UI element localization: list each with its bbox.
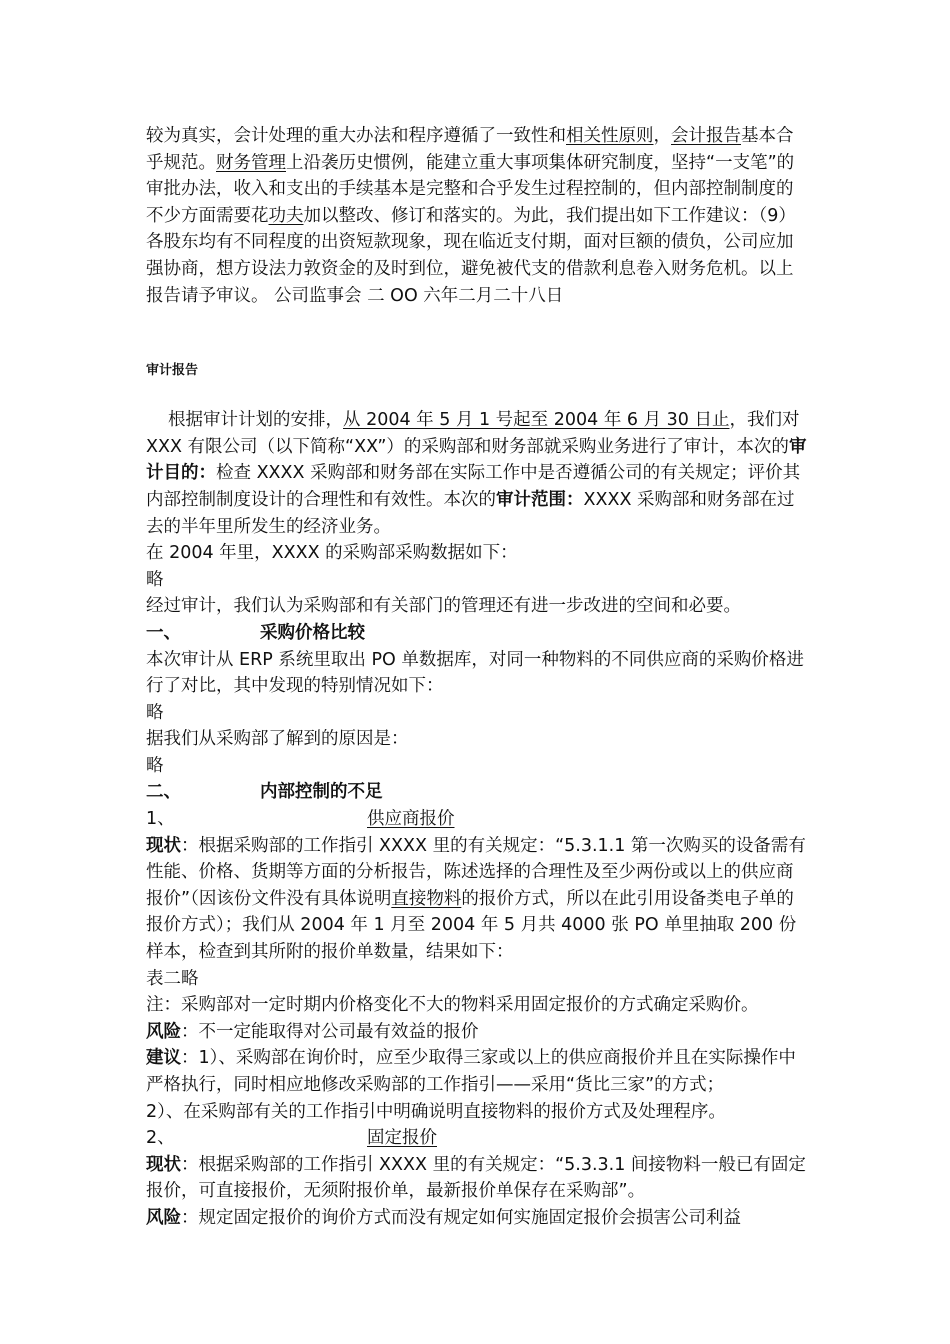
omitted-text: 略 xyxy=(146,569,164,590)
document-page xyxy=(146,123,810,1232)
report-title: 审计报告 xyxy=(146,363,199,379)
para-text: 根据审计计划的安排， xyxy=(168,410,343,431)
risk-label: 风险 xyxy=(146,1021,181,1042)
omitted-text: 略 xyxy=(146,702,164,723)
section1-text: 本次审计从 ERP 系统里取出 PO 单数据库，对同一种物料的不同供应商的采购价格进行了对比，其中发现的特别情况如下： xyxy=(146,649,804,697)
reason-line: 据我们从采购部了解到的原因是： xyxy=(146,729,409,750)
section-heading-2 xyxy=(146,779,810,806)
subsection-heading-2 xyxy=(146,1125,810,1152)
section-number: 二、 xyxy=(146,782,181,803)
advice-text: ：1）、采购部在询价时，应至少取得三家或以上的供应商报价并且在实际操作中严格执行，同时相应地修改采购部的工作指引——采用“货比三家”的方式； xyxy=(146,1048,796,1095)
status-text: ：根据采购部的工作指引 XXXX 里的有关规定：“5.3.1.1 第一次购买的设备需有性能、价格、货期等方面的分析报告，陈述选择的合理性及至少两份或以上的供应商报价”（因该份文件没有具体说明 xyxy=(146,835,806,909)
direct-material-link[interactable]: 直接物料 xyxy=(391,888,462,909)
omitted-text: 略 xyxy=(146,755,164,776)
intro-text: 加以整改、修订和落实的。为此，我们提出如下工作建议：（9）各股东均有不同程度的出资短款现象，现在临近支付期，面对巨额的债负，公司应加强协商，想方设法力敦资金的及时到位，避免被代支的借款利息卷入财务危机。以上报告请予审议。 公司监事会 二 OO 六年二月二十八日 xyxy=(146,205,796,306)
para-text: XXXX 采购部和财务部在过去的半年里所发生的经济业务。 xyxy=(146,489,795,537)
status-paragraph-2 xyxy=(146,1152,810,1205)
section-heading-1 xyxy=(146,620,810,647)
status-text: ：根据采购部的工作指引 XXXX 里的有关规定：“5.3.3.1 间接物料一般已有固定报价，可直接报价，无须附报价单，最新报价单保存在采购部”。 xyxy=(146,1154,806,1202)
status-paragraph-1 xyxy=(146,833,810,966)
risk-line-1 xyxy=(146,1019,810,1046)
para-text: 检查 XXXX 采购部和财务部在实际工作中是否遵循公司的有关规定；评价其内部控制制度设计的合理性和有效性。本次的 xyxy=(146,463,801,510)
intro-text: ， xyxy=(653,126,671,146)
link-effort[interactable]: 功夫 xyxy=(268,205,304,226)
risk-text: ：不一定能取得对公司最有效益的报价 xyxy=(181,1021,479,1042)
date-range-link[interactable]: 从 2004 年 5 月 1 号起至 2004 年 6 月 30 日止 xyxy=(343,410,730,431)
subsection-title-link[interactable]: 固定报价 xyxy=(367,1128,437,1149)
status-label: 现状 xyxy=(146,835,181,856)
risk-label: 风险 xyxy=(146,1207,181,1228)
section-title: 采购价格比较 xyxy=(260,622,365,643)
intro-text: 上沿袭历史惯例，能建立重大事项集体研究制度，坚持“一支笔”的审批办法，收入和支出的手续基本是完整和合乎发生过程控制的，但内部控制制度的不少方面需要花 xyxy=(146,152,795,226)
audit-scope-label: 审计范围： xyxy=(496,489,584,510)
table2-note: 表二略 xyxy=(146,968,199,989)
conclusion-line: 经过审计，我们认为采购部和有关部门的管理还有进一步改进的空间和必要。 xyxy=(146,596,741,617)
risk-line-2 xyxy=(146,1205,810,1232)
subsection-number: 2、 xyxy=(146,1128,175,1149)
plan-paragraph xyxy=(146,407,810,540)
audit-purpose-label: 审计目的： xyxy=(146,436,807,484)
advice-label: 建议 xyxy=(146,1048,181,1069)
para-text: ，我们对 XXX 有限公司（以下简称“XX”）的采购部和财务部就采购业务进行了审计，本次的 xyxy=(146,410,800,457)
intro-paragraph xyxy=(146,123,810,309)
section-number: 一、 xyxy=(146,622,181,643)
link-accounting-report[interactable]: 会计报告 xyxy=(671,126,741,146)
status-text: 的报价方式，所以在此引用设备类电子单的报价方式）；我们从 2004 年 1 月至 2004 年 5 月共 4000 张 PO 单里抽取 200 份样本，检查到其所附的报价单数量，结果如下： xyxy=(146,888,797,963)
link-relevance-principle[interactable]: 相关性原则 xyxy=(566,126,654,146)
note-line: 注：采购部对一定时期内价格变化不大的物料采用固定报价的方式确定采购价。 xyxy=(146,995,759,1016)
subsection-heading-1 xyxy=(146,806,810,833)
subsection-number: 1、 xyxy=(146,809,175,830)
status-label: 现状 xyxy=(146,1154,181,1175)
purchase-data-line: 在 2004 年里，XXXX 的采购部采购数据如下： xyxy=(146,543,518,564)
section-title: 内部控制的不足 xyxy=(260,782,383,803)
intro-text: 较为真实，会计处理的重大办法和程序遵循了一致性和 xyxy=(146,126,566,146)
subsection-title-link[interactable]: 供应商报价 xyxy=(367,809,455,830)
risk-text: ：规定固定报价的询价方式而没有规定如何实施固定报价会损害公司利益 xyxy=(181,1207,741,1228)
intro-text: 基本合乎规范。 xyxy=(146,126,794,173)
link-financial-management[interactable]: 财务管理 xyxy=(216,152,286,173)
advice-line-2: 2）、在采购部有关的工作指引中明确说明直接物料的报价方式及处理程序。 xyxy=(146,1101,726,1122)
advice-line-1 xyxy=(146,1045,810,1098)
